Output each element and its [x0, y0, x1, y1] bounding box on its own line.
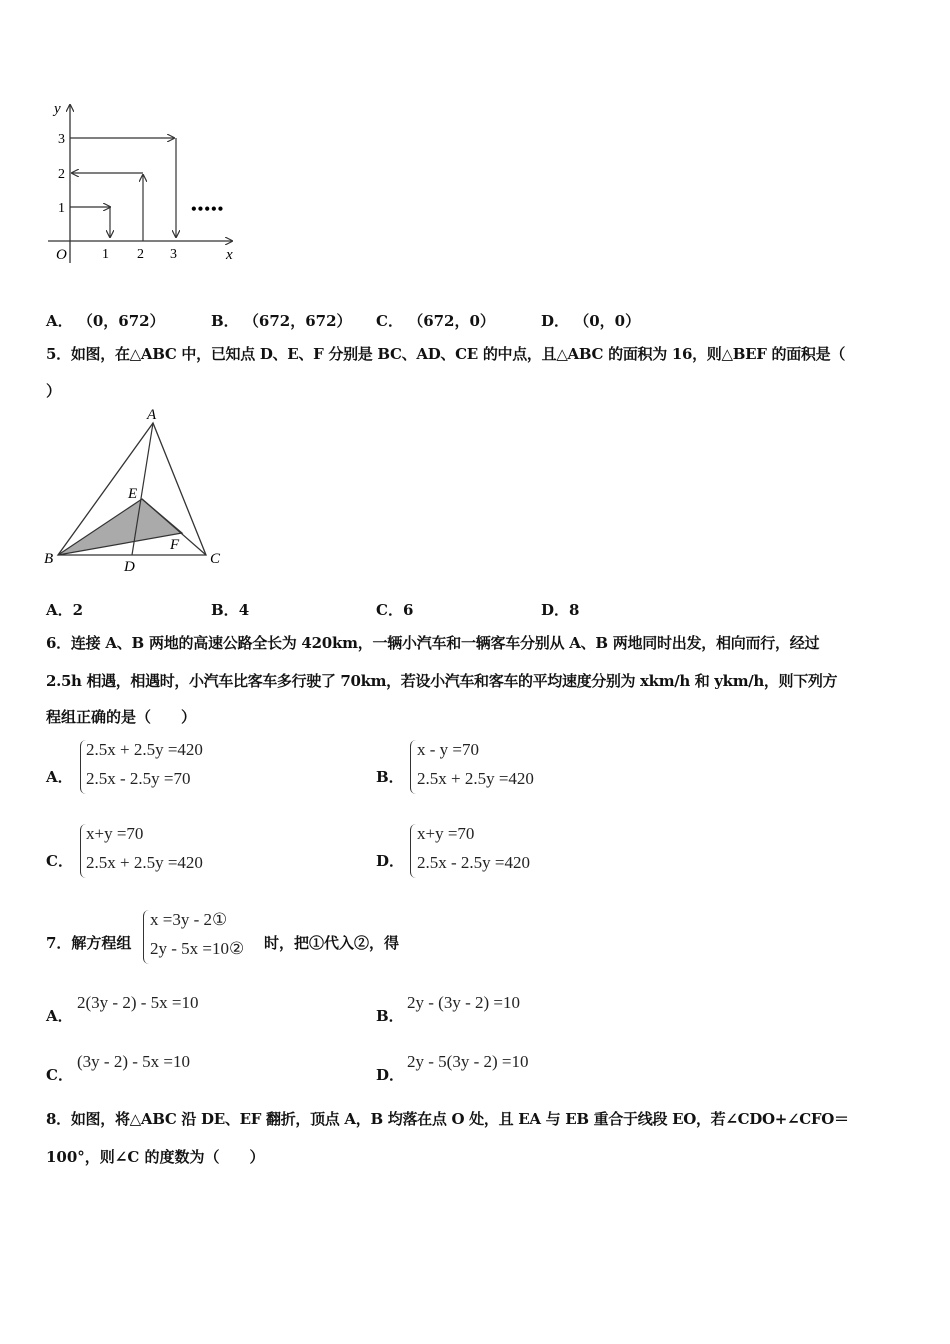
- q6-option-b-letter[interactable]: B．: [376, 768, 404, 786]
- q7-option-c-expr: (3y - 2) - 5x =10: [77, 1052, 190, 1071]
- point-b-label: B: [44, 551, 54, 567]
- point-c-label: C: [210, 551, 221, 567]
- q6-option-c-eq2: 2.5x + 2.5y =420: [86, 853, 203, 872]
- q4-coordinate-figure: [40, 95, 250, 270]
- q5-option-b[interactable]: B．4: [211, 601, 250, 619]
- q7-eq1: x =3y - 2①: [150, 910, 228, 929]
- q7-option-c-letter[interactable]: C．: [46, 1066, 73, 1084]
- q7-option-d-expr: 2y - 5(3y - 2) =10: [407, 1052, 529, 1071]
- q6-option-d-eq1: x+y =70: [417, 824, 475, 843]
- q7-option-a-letter[interactable]: A．: [46, 1007, 73, 1025]
- origin-label: O: [56, 247, 67, 263]
- q6-stem-line1: 6．连接 A、B 两地的高速公路全长为 420km，一辆小汽车和一辆客车分别从 A、B 两地同时出发，相向而行，经过: [46, 634, 820, 652]
- shaded-triangle-bef: [58, 499, 182, 555]
- q6-option-b-eq1: x - y =70: [417, 740, 479, 759]
- q8-stem-line2: 100°，则∠C 的度数为（ ）: [46, 1148, 265, 1166]
- q6-option-a-letter[interactable]: A．: [46, 768, 73, 786]
- point-d-label: D: [124, 559, 135, 575]
- q5-triangle-figure: [40, 405, 230, 575]
- q4-option-d[interactable]: D． （0，0）: [541, 312, 641, 330]
- x-tick-1: 1: [102, 247, 109, 262]
- point-e-label: E: [128, 486, 138, 502]
- q7-option-a-expr: 2(3y - 2) - 5x =10: [77, 993, 199, 1012]
- q4-option-a[interactable]: A． （0，672）: [46, 312, 165, 330]
- q6-stem-line3: 程组正确的是（ ）: [46, 708, 197, 726]
- q7-eq2: 2y - 5x =10②: [150, 939, 245, 958]
- q6-option-d-brace: [410, 824, 417, 878]
- q7-option-d-letter[interactable]: D．: [376, 1066, 405, 1084]
- q6-option-b-eq2: 2.5x + 2.5y =420: [417, 769, 534, 788]
- q6-option-d-letter[interactable]: D．: [376, 852, 405, 870]
- q7-stem-prefix: 7．解方程组: [46, 934, 132, 952]
- q5-option-c[interactable]: C．6: [376, 601, 414, 619]
- ellipsis: •••••: [190, 202, 224, 216]
- x-tick-3: 3: [170, 247, 177, 262]
- y-axis-label: y: [54, 101, 61, 117]
- y-tick-1: 1: [58, 201, 65, 216]
- x-axis-label: x: [226, 247, 233, 263]
- point-f-label: F: [170, 537, 180, 553]
- q6-option-c-letter[interactable]: C．: [46, 852, 73, 870]
- q5-option-a[interactable]: A．2: [46, 601, 84, 619]
- q8-stem-line1: 8．如图，将△ABC 沿 DE、EF 翻折，顶点 A，B 均落在点 O 处，且 EA 与 EB 重合于线段 EO，若∠CDO+∠CFO＝: [46, 1110, 849, 1128]
- q7-option-b-expr: 2y - (3y - 2) =10: [407, 993, 520, 1012]
- q5-stem-line2: ）: [46, 382, 62, 400]
- q6-option-a-eq2: 2.5x - 2.5y =70: [86, 769, 191, 788]
- y-tick-3: 3: [58, 132, 65, 147]
- q6-option-b-brace: [410, 740, 417, 794]
- q7-option-b-letter[interactable]: B．: [376, 1007, 404, 1025]
- q6-option-d-eq2: 2.5x - 2.5y =420: [417, 853, 530, 872]
- q6-option-a-eq1: 2.5x + 2.5y =420: [86, 740, 203, 759]
- q7-stem-suffix: 时，把①代入②，得: [264, 934, 400, 952]
- q7-system-brace: [143, 910, 150, 964]
- point-a-label: A: [147, 407, 157, 423]
- q4-option-b[interactable]: B． （672，672）: [211, 312, 352, 330]
- y-tick-2: 2: [58, 167, 65, 182]
- q5-option-d[interactable]: D．8: [541, 601, 580, 619]
- q6-option-c-eq1: x+y =70: [86, 824, 144, 843]
- x-tick-2: 2: [137, 247, 144, 262]
- q6-stem-line2: 2.5h 相遇，相遇时，小汽车比客车多行驶了 70km，若设小汽车和客车的平均速度分别为 xkm/h 和 ykm/h，则下列方: [46, 672, 838, 690]
- q4-option-c[interactable]: C． （672，0）: [376, 312, 495, 330]
- q5-stem-line1: 5．如图，在△ABC 中，已知点 D、E、F 分别是 BC、AD、CE 的中点，且△ABC 的面积为 16，则△BEF 的面积是（: [46, 345, 846, 363]
